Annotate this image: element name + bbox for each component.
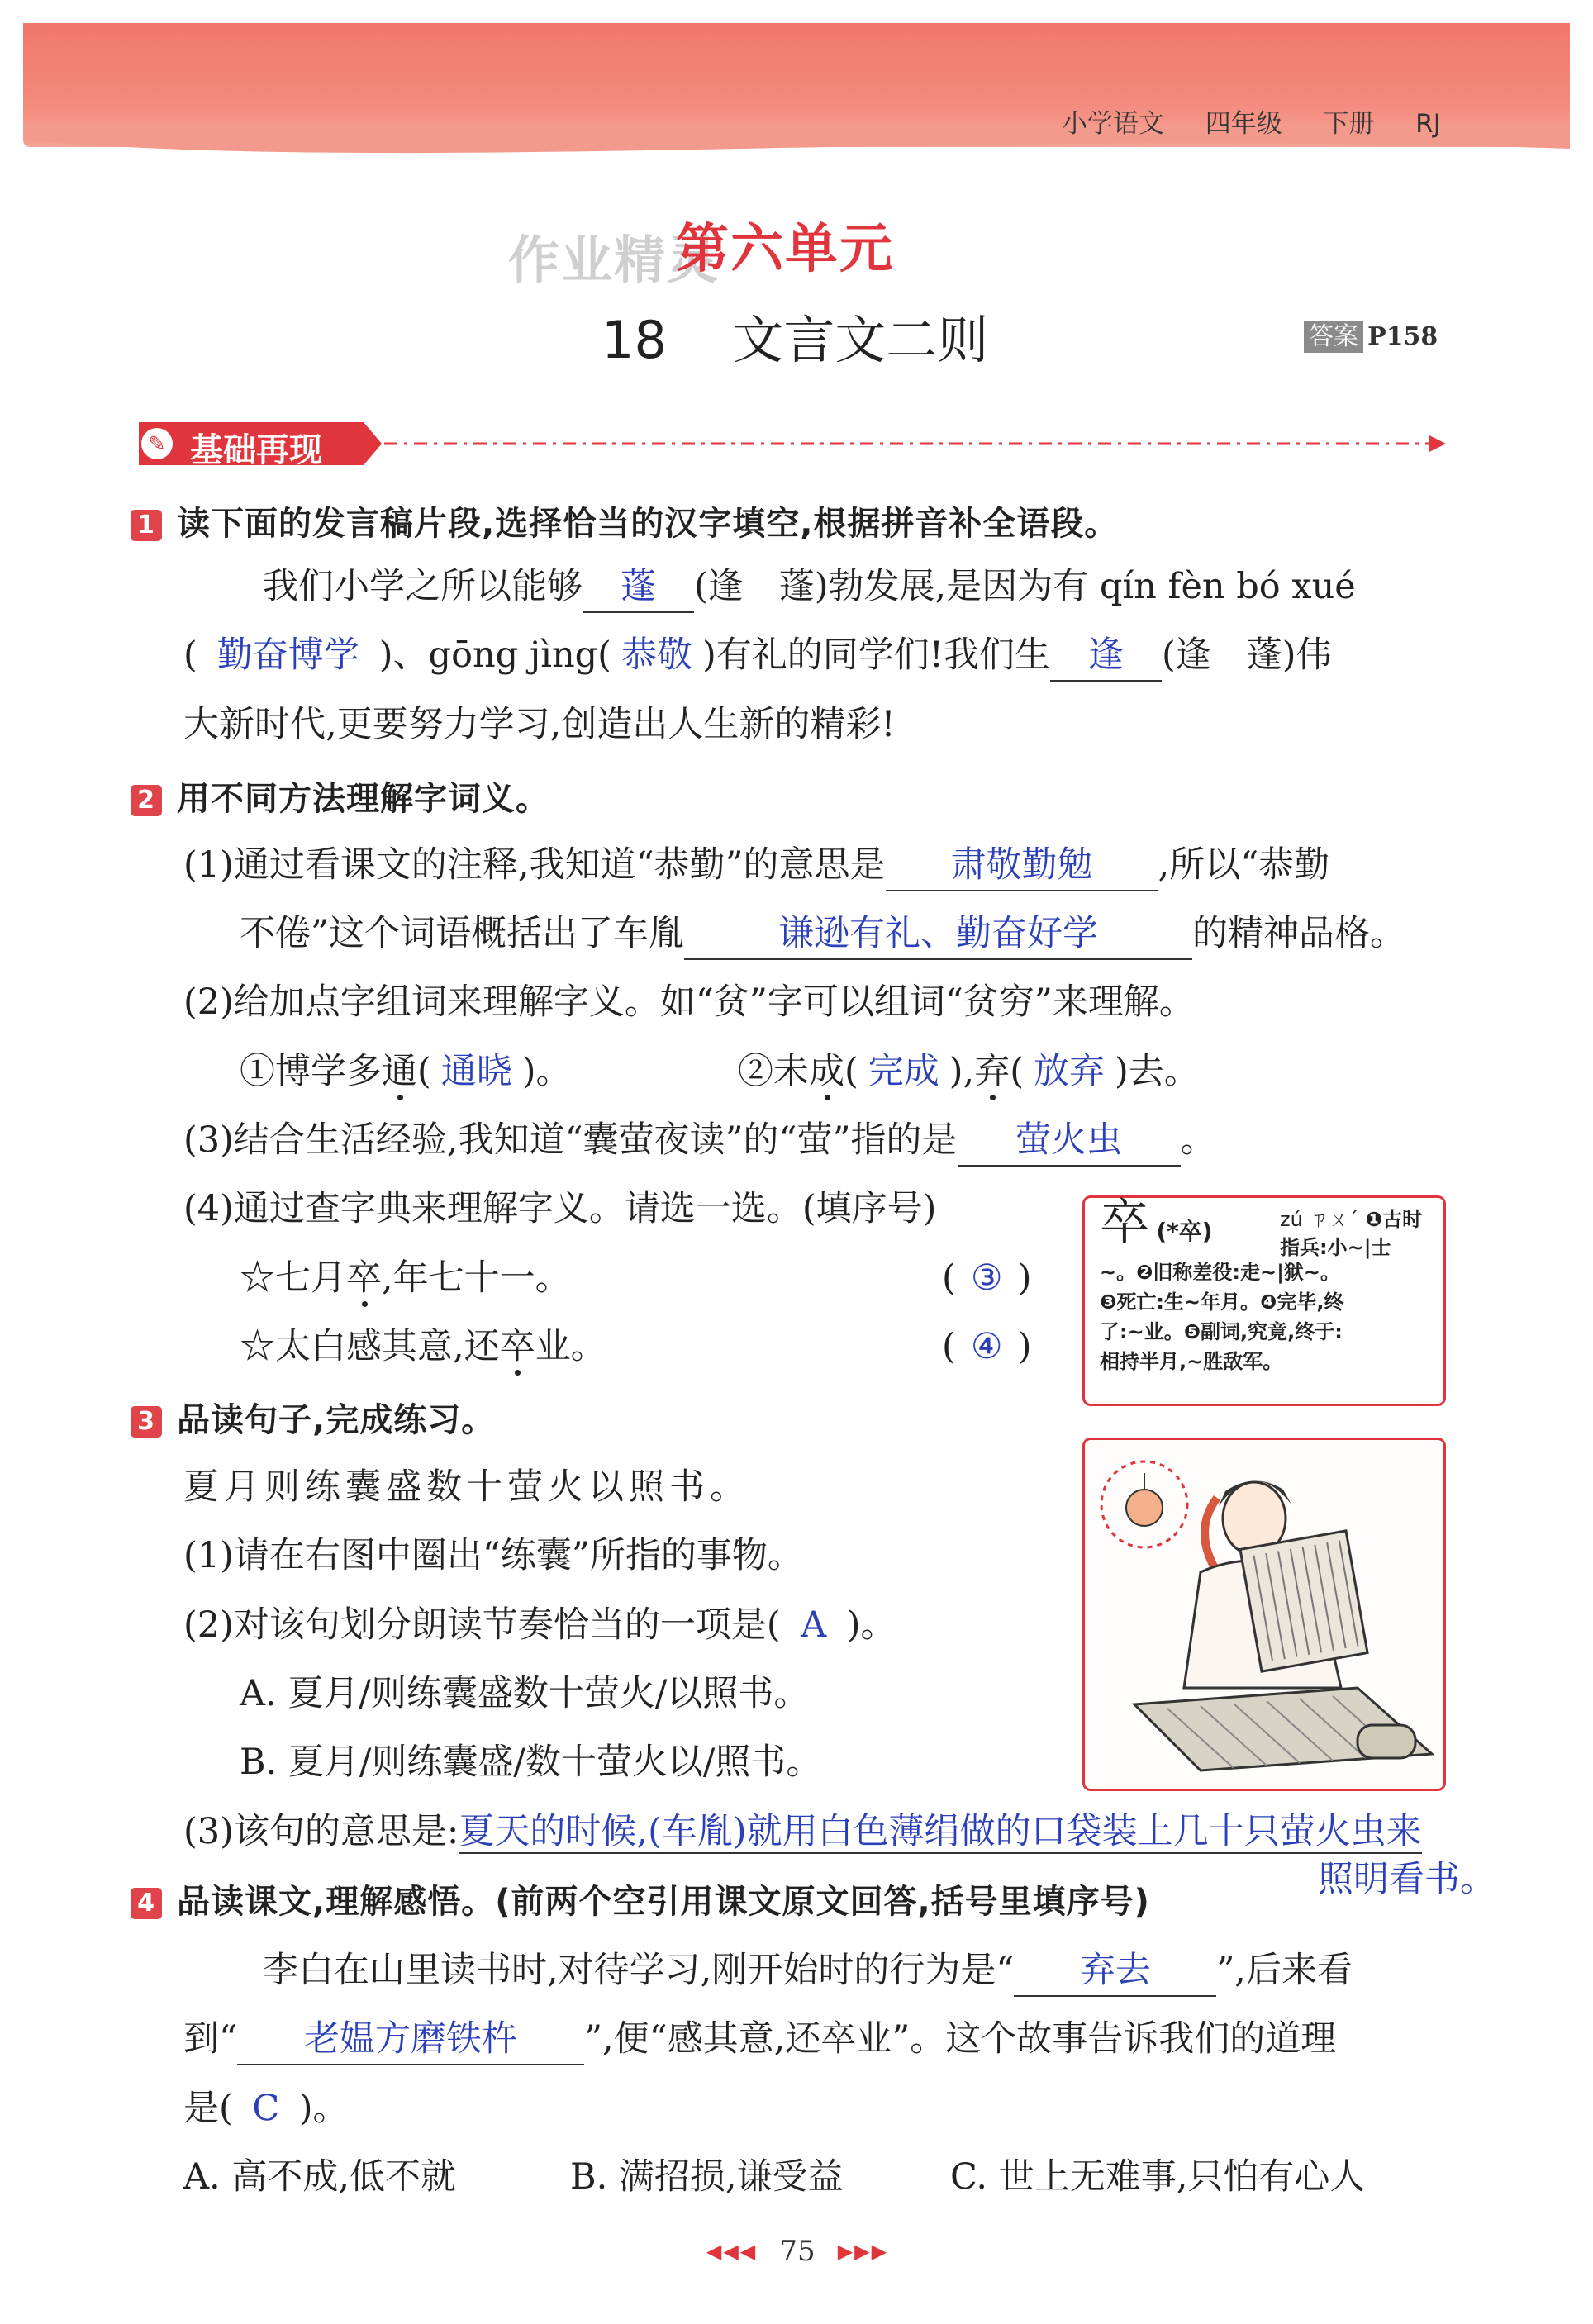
watermark: 作业精灵	[508, 230, 720, 290]
dictionary-box	[1082, 1195, 1446, 1406]
q2-s1-a: (1)通过看课文的注释,我知道“恭勤”的意思是	[183, 844, 886, 886]
q4-l2-a: 到“	[183, 2018, 237, 2060]
q2-s4-i2a: ☆太白感其意,还	[240, 1326, 500, 1367]
q2-s4: (4)通过查字典来理解字义。请选一选。(填序号)	[183, 1188, 937, 1229]
q4-answer-1[interactable]: 弃去	[1014, 1946, 1216, 1997]
header-subject: 小学语文	[1062, 109, 1164, 139]
dict-text-3: ~。❷旧称差役:走~|狱~。	[1100, 1261, 1341, 1284]
q2-s1-line2	[240, 909, 1405, 960]
q3-title	[131, 1394, 495, 1441]
q2-s2-item2	[738, 1047, 1200, 1096]
q3-number: 3	[131, 1406, 162, 1438]
q3-title-text: 品读句子,完成练习。	[177, 1401, 496, 1439]
q1-answer-4[interactable]: 逢	[1050, 630, 1162, 682]
next-arrows-icon: ▶▶▶	[837, 2240, 889, 2263]
q4-answer-3[interactable]: C	[252, 2088, 280, 2129]
q2-s4-i2b: 业。	[535, 1326, 606, 1367]
q2-answer-4[interactable]: 完成	[868, 1051, 939, 1092]
page-footer	[661, 2235, 934, 2268]
q2-s1-line1	[183, 840, 1329, 891]
q4-title-text: 品读课文,理解感悟。(前两个空引用课文原文回答,括号里填序号)	[177, 1883, 1150, 1921]
q2-s2-dotted-char-3: 弃	[974, 1051, 1010, 1092]
q2-s1-d: 的精神品格。	[1191, 913, 1405, 954]
q2-title	[131, 772, 549, 820]
dict-variant: (*卒)	[1156, 1218, 1213, 1245]
q3-option-a: A. 夏月/则练囊盛数十萤火/以照书。	[240, 1673, 810, 1714]
dict-char: 卒	[1100, 1194, 1149, 1252]
q2-s4-c2-close: )	[1017, 1326, 1032, 1367]
q1-l2-a: (	[183, 634, 197, 676]
q2-s3-a: (3)结合生活经验,我知道“囊萤夜读”的“萤”指的是	[183, 1119, 958, 1161]
q2-s2-i1b: (	[417, 1051, 431, 1092]
q2-s3	[183, 1115, 1216, 1167]
answer-badge: 答案	[1304, 321, 1363, 353]
q2-s1-b: ,所以“恭勤	[1158, 844, 1330, 886]
q1-title	[131, 497, 1118, 544]
q4-option-b: B. 满招损,谦受益	[570, 2156, 844, 2198]
q3-s3	[183, 1807, 1422, 1856]
dict-text-5: 了:~业。❺副词,究竟,终于:	[1100, 1320, 1343, 1343]
q3-s1: (1)请在右图中圈出“练囊”所指的事物。	[183, 1535, 803, 1576]
q3-s2-a: (2)对该句划分朗读节奏恰当的一项是(	[183, 1604, 781, 1646]
q2-s4-choice1	[942, 1253, 1032, 1303]
q2-answer-8[interactable]: ④	[971, 1326, 1003, 1367]
header-meta	[1062, 102, 1441, 140]
lesson-heading	[602, 299, 988, 373]
q2-s4-dotted-char-2: 卒	[499, 1326, 535, 1367]
q2-title-text: 用不同方法理解字词义。	[177, 780, 549, 818]
q1-l1-a: 我们小学之所以能够	[263, 566, 583, 607]
q1-l1-b: (逢 蓬)勃发展,是因为有 qín fèn bó xué	[694, 566, 1356, 607]
q2-answer-3[interactable]: 通晓	[440, 1051, 512, 1092]
lesson-title: 文言文二则	[732, 310, 989, 370]
section-title: 基础再现	[190, 431, 322, 469]
q2-s2-item1	[240, 1047, 572, 1096]
q4-option-c: C. 世上无难事,只怕有心人	[950, 2156, 1366, 2198]
answer-ref	[1304, 316, 1438, 352]
q1-answer-2[interactable]: 勤奋博学	[216, 634, 359, 676]
dict-text-1: ❶古时	[1365, 1208, 1423, 1231]
dict-text-6: 相持半月,~胜敌军。	[1100, 1350, 1283, 1373]
q4-l1-a: 李白在山里读书时,对待学习,刚开始时的行为是“	[263, 1950, 1015, 1991]
q4-number: 4	[131, 1888, 162, 1919]
q2-s4-c1-open: (	[942, 1257, 956, 1299]
q4-option-a: A. 高不成,低不就	[183, 2156, 457, 2198]
q1-l2-c: )有礼的同学们!我们生	[701, 634, 1051, 676]
q3-s2-b: )。	[846, 1604, 896, 1646]
q3-sentence: 夏月则练囊盛数十萤火以照书。	[183, 1466, 750, 1508]
q2-answer-6[interactable]: 萤火虫	[958, 1115, 1181, 1167]
q1-line2	[183, 630, 1332, 682]
q4-title	[131, 1875, 1150, 1922]
q2-s4-i1a: ☆七月	[240, 1257, 346, 1299]
q3-option-b: B. 夏月/则练囊盛/数十萤火以/照书。	[240, 1742, 822, 1783]
q4-line3	[183, 2084, 349, 2133]
q3-answer-2-line1[interactable]: 夏天的时候,(车胤)就用白色薄绢做的口袋装上几十只萤火虫来	[459, 1811, 1422, 1852]
q3-s2	[183, 1600, 896, 1650]
q2-answer-7[interactable]: ③	[971, 1257, 1003, 1299]
header-grade: 四年级	[1205, 109, 1282, 139]
header-edition: RJ	[1415, 109, 1441, 139]
q2-s2-dotted-char-2: 成	[809, 1051, 844, 1092]
lesson-number: 18	[602, 310, 667, 370]
q2-answer-1[interactable]: 肃敬勤勉	[886, 840, 1158, 891]
q2-s4-item1	[240, 1253, 571, 1303]
q2-s1-c: 不倦”这个词语概括出了车胤	[240, 913, 684, 954]
q4-l2-b: ”,便“感其意,还卒业”。这个故事告诉我们的道理	[583, 2018, 1337, 2060]
q2-s2-i2a: ②未	[738, 1051, 809, 1092]
q2-s2-i1c: )。	[521, 1051, 572, 1092]
q2-s2-i2c: ),	[949, 1051, 975, 1092]
svg-text:✎: ✎	[148, 432, 166, 457]
q2-s2-i2e: )去。	[1115, 1051, 1200, 1092]
prev-arrows-icon: ◀◀◀	[706, 2240, 758, 2263]
illustration-scholar-reading	[1085, 1440, 1443, 1789]
q1-line1	[263, 562, 1356, 613]
q2-answer-5[interactable]: 放弃	[1034, 1051, 1106, 1092]
q3-s3-label: (3)该句的意思是:	[183, 1811, 459, 1852]
q4-line2	[183, 2014, 1336, 2065]
page-number: 75	[779, 2235, 816, 2268]
dict-pinyin: zú ㄗㄨˊ	[1280, 1208, 1359, 1231]
section-banner	[132, 419, 388, 472]
q2-s2-dotted-char-1: 通	[382, 1051, 417, 1092]
q1-l2-d: (逢 蓬)伟	[1162, 634, 1332, 676]
q2-answer-2[interactable]: 谦逊有礼、勤奋好学	[684, 909, 1192, 960]
q1-l2-b: )、gōng jìng(	[378, 634, 611, 676]
q4-answer-2[interactable]: 老媪方磨铁杵	[237, 2014, 584, 2065]
section-dashed-line	[384, 433, 1450, 454]
q4-l1-b: ”,后来看	[1216, 1950, 1353, 1991]
q2-s4-item2	[240, 1322, 606, 1371]
unit-title: 第六单元	[676, 219, 894, 280]
dict-text-4: ❸死亡:生~年月。❹完毕,终	[1100, 1290, 1344, 1314]
q4-l3-b: )。	[298, 2088, 349, 2129]
q1-number: 1	[131, 510, 162, 541]
answer-page: P158	[1367, 322, 1438, 351]
header-volume: 下册	[1323, 109, 1375, 139]
q2-number: 2	[131, 785, 162, 816]
q2-s4-c2-open: (	[942, 1326, 956, 1367]
q2-s4-i1b: ,年七十一。	[382, 1257, 571, 1299]
q2-s2-i2d: (	[1010, 1051, 1025, 1092]
q4-line1	[263, 1946, 1353, 1997]
q3-answer-1[interactable]: A	[801, 1604, 827, 1646]
q2-s4-choice2	[942, 1322, 1032, 1371]
q1-answer-1[interactable]: 蓬	[583, 562, 694, 613]
q2-s2: (2)给加点字组词来理解字义。如“贫”字可以组词“贫穷”来理解。	[183, 981, 1195, 1023]
q1-title-text: 读下面的发言稿片段,选择恰当的汉字填空,根据拼音补全语段。	[177, 505, 1119, 543]
q2-s4-c1-close: )	[1017, 1257, 1032, 1299]
q4-l3-a: 是(	[183, 2088, 233, 2129]
illustration-box	[1082, 1438, 1446, 1791]
q2-s2-i2b: (	[844, 1051, 858, 1092]
q2-s2-i1a: ①博学多	[240, 1051, 382, 1092]
q2-s3-b: 。	[1180, 1119, 1216, 1161]
q3-answer-2-line2[interactable]: 照明看书。	[1318, 1859, 1496, 1900]
q2-s4-dotted-char-1: 卒	[346, 1257, 382, 1299]
q1-line3: 大新时代,更要努力学习,创造出人生新的精彩!	[183, 704, 896, 745]
q1-answer-3[interactable]: 恭敬	[621, 634, 692, 676]
dict-text-2: 指兵:小~|士	[1280, 1236, 1391, 1259]
